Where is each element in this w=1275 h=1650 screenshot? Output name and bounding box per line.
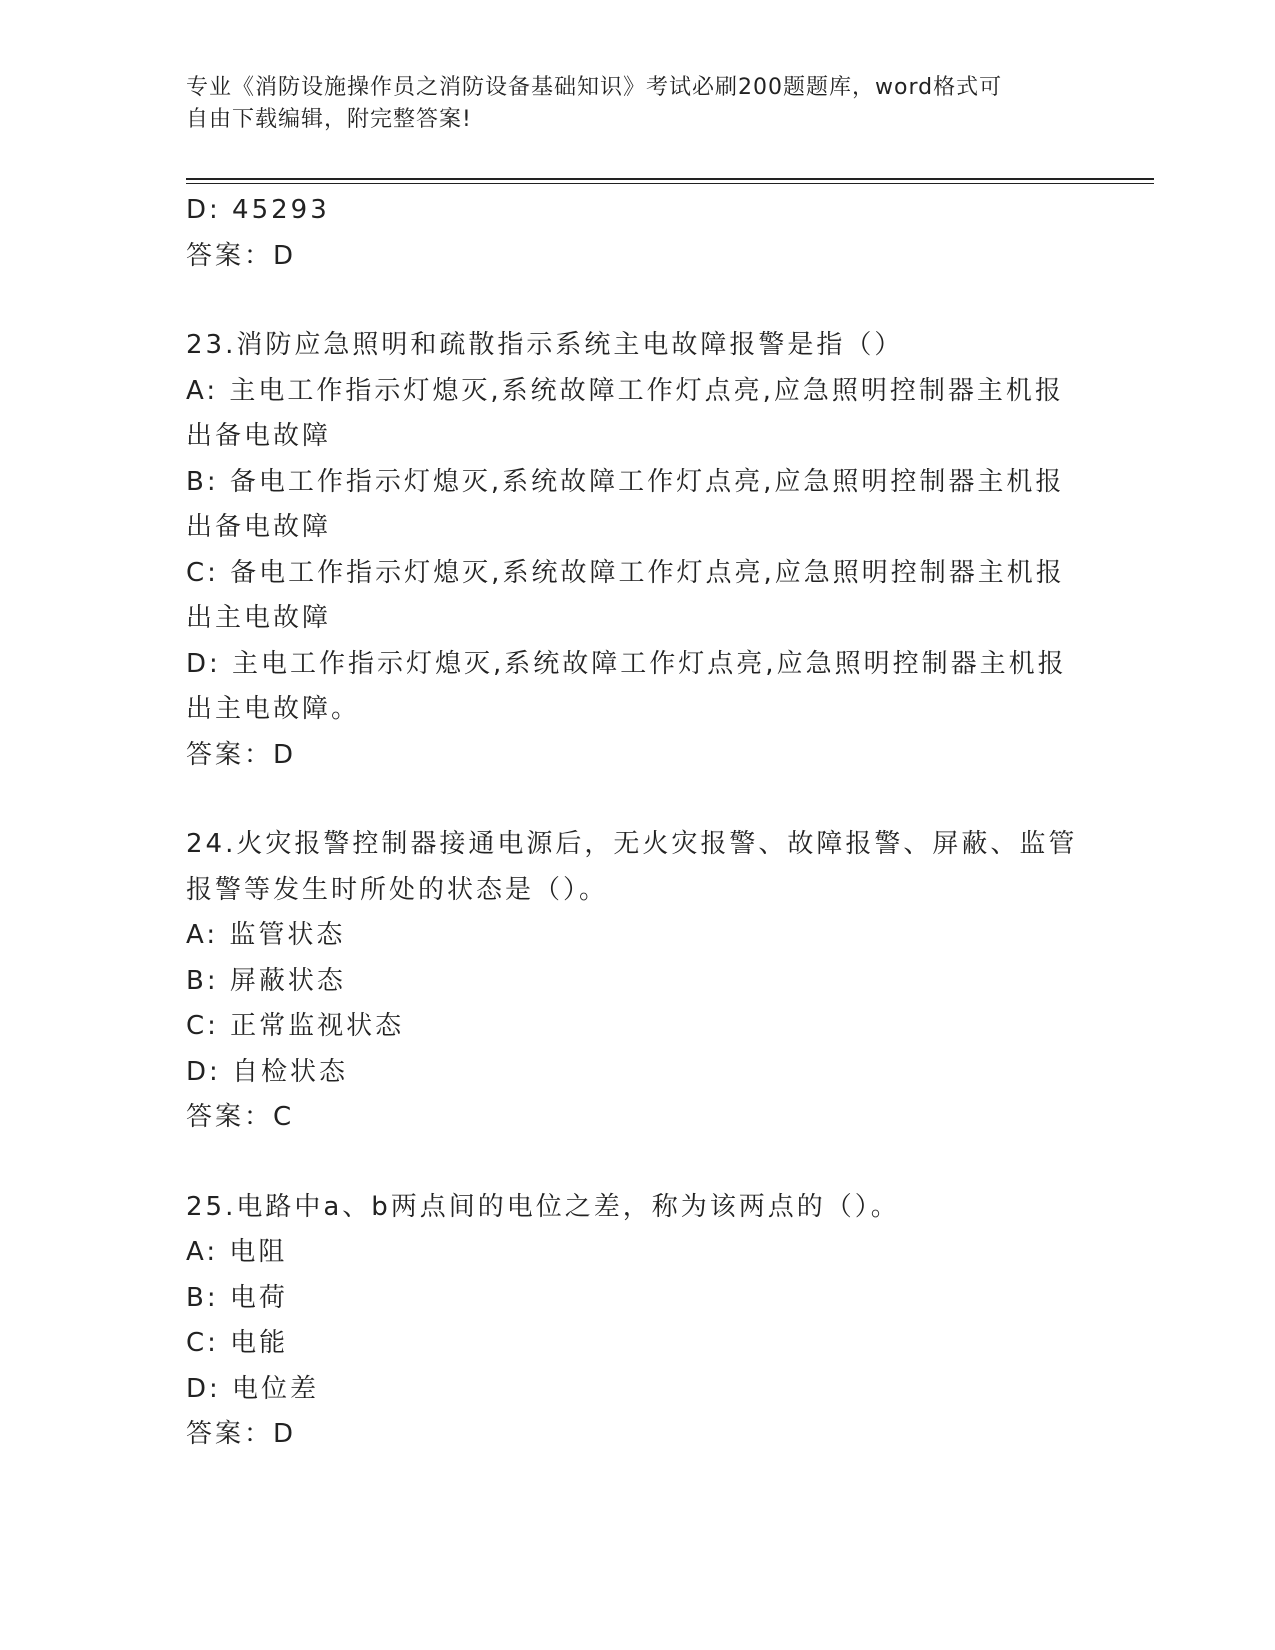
header-title-line-2: 自由下载编辑，附完整答案! [186, 107, 472, 132]
q24-stem-line-1: 24.火灾报警控制器接通电源后，无火灾报警、故障报警、屏蔽、监管 [186, 829, 1078, 859]
q25-option-c: C: 电能 [186, 1328, 289, 1358]
q23-answer: 答案：D [186, 739, 297, 770]
q24-option-c: C: 正常监视状态 [186, 1011, 405, 1041]
spacer [186, 1141, 1086, 1185]
q23-option-c-line-1: C: 备电工作指示灯熄灭,系统故障工作灯点亮,应急照明控制器主机报 [186, 557, 1065, 588]
q24-option-b: B: 屏蔽状态 [186, 965, 346, 996]
spacer [186, 279, 1086, 323]
q23-stem: 23.消防应急照明和疏散指示系统主电故障报警是指（） [186, 330, 904, 360]
q23-option-b-line-1: B: 备电工作指示灯熄灭,系统故障工作灯点亮,应急照明控制器主机报 [186, 466, 1065, 497]
q23-option-d-line-2: 出主电故障。 [186, 694, 361, 724]
question-23 [186, 323, 1086, 778]
q23-option-a-line-1: A: 主电工作指示灯熄灭,系统故障工作灯点亮,应急照明控制器主机报 [186, 375, 1064, 406]
header-title-line-1: 专业《消防设施操作员之消防设备基础知识》考试必刷200题题库，word格式可 [186, 75, 1003, 100]
q24-stem-line-2: 报警等发生时所处的状态是（）。 [186, 874, 609, 905]
q24-answer: 答案：C [186, 1102, 295, 1132]
q23-option-b-line-2: 出备电故障 [186, 512, 332, 542]
spacer [186, 778, 1086, 822]
q24-option-d: D: 自检状态 [186, 1056, 349, 1087]
question-25 [186, 1185, 1086, 1458]
q25-option-d: D: 电位差 [186, 1373, 320, 1404]
header-divider-thin [186, 183, 1154, 184]
header-divider-thick [186, 178, 1154, 180]
q25-option-a: A: 电阻 [186, 1237, 288, 1267]
q25-answer: 答案：D [186, 1419, 297, 1449]
question-24 [186, 822, 1086, 1141]
q22-option-d: D: 45293 [186, 195, 330, 225]
question-content [186, 188, 1086, 1458]
q23-option-a-line-2: 出备电故障 [186, 421, 332, 451]
page-header [186, 72, 1066, 136]
q24-option-a: A: 监管状态 [186, 920, 346, 950]
q23-option-c-line-2: 出主电故障 [186, 603, 332, 633]
q25-option-b: B: 电荷 [186, 1282, 288, 1313]
q25-stem: 25.电路中a、b两点间的电位之差，称为该两点的（）。 [186, 1191, 900, 1222]
q22-answer: 答案：D [186, 240, 297, 271]
q23-option-d-line-1: D: 主电工作指示灯熄灭,系统故障工作灯点亮,应急照明控制器主机报 [186, 648, 1067, 679]
question-22-tail [186, 188, 1086, 279]
